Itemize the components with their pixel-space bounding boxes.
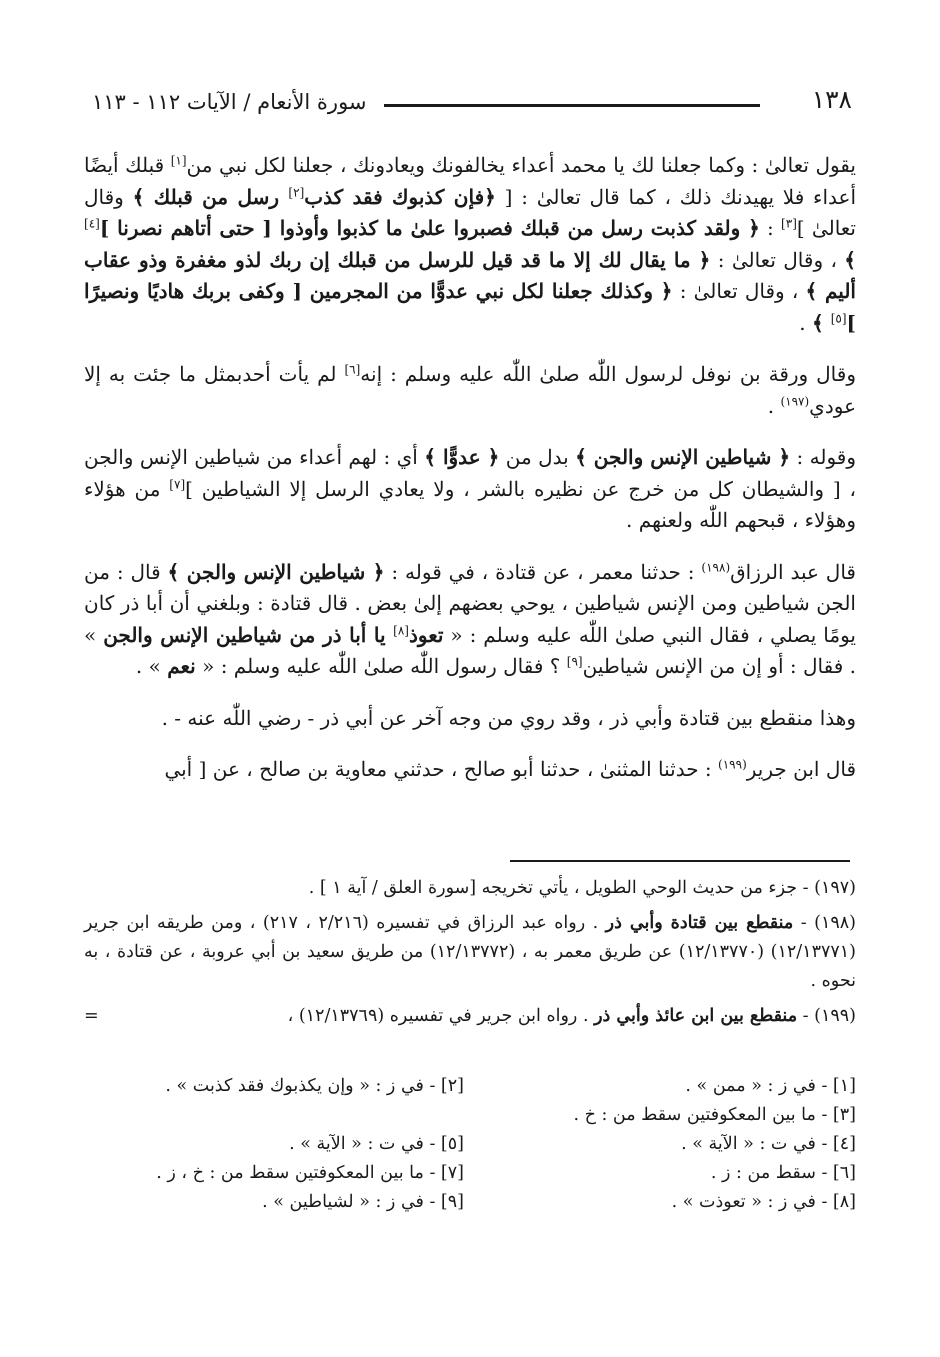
page-header: [92, 82, 852, 122]
main-text: [84, 150, 856, 806]
footnote-199: (١٩٩) - منقطع بين ابن عائذ وأبي ذر . رواه ابن جرير في تفسيره (١٢/١٣٧٦٩) ، =: [84, 1002, 856, 1031]
variant-note: [٦] - سقط من : ز .: [710, 1163, 856, 1183]
footnote-separator: [510, 860, 850, 862]
paragraph-3: وقوله : ﴿ شياطين الإنس والجن ﴾ بدل من ﴿ عدوًّا ﴾ أي : لهم أعداء من شياطين الإنس والجن ، [ والشيطان كل من خرج عن نظيره بالشر ، ولا يعادي الرسل إلا الشياطين ][٧] من هؤلاء وهؤلاء ، قبحهم اللّٰه ولعنهم .: [84, 445, 857, 532]
paragraph-4: قال عبد الرزاق$^{(١٩٨)}$ : حدثنا معمر ، عن قتادة ، في قوله : ﴿ شياطين الإنس والجن ﴾ قال : من الجن شياطين ومن الإنس شياطين ، يوحي بعضهم إلىٰ بعض . قال قتادة : وبلغني أن أبا ذر كان يومًا يصلي ، فقال النبي صلىٰ اللّٰه عليه وسلم : « تعوذ[٨] يا أبا ذر من شياطين الإنس والجن » . فقال : أو إن من الإنس شياطين[٩] ؟ فقال رسول اللّٰه صلىٰ اللّٰه عليه وسلم : « نعم » .: [84, 559, 856, 678]
variant-note: [٥] - في ت : « الآية » .: [289, 1134, 464, 1154]
paragraph-6: قال ابن جرير$^{(١٩٩)}$ : حدثنا المثنىٰ ، حدثنا أبو صالح ، حدثني معاوية بن صالح ، عن [ أبي: [164, 757, 856, 781]
variant-note: [٨] - في ز : « تعوذت » .: [671, 1192, 856, 1212]
variant-note: [١] - في ز : « ممن » .: [685, 1076, 856, 1096]
paragraph-1: يقول تعالىٰ : وكما جعلنا لك يا محمد أعداء يخالفونك ويعادونك ، جعلنا لكل نبي من[١] قبلك أيضًا أعداء فلا يهيدنك ذلك ، كما قال تعالىٰ : [ ﴿فإن كذبوك فقد كذب[٢] رسل من قبلك ﴾ وقال تعالىٰ ][٣] : ﴿ ولقد كذبت رسل من قبلك فصبروا علىٰ ما كذبوا وأوذوا [ حتى أتاهم نصرنا ][٤] ﴾ ، وقال تعالىٰ : ﴿ ما يقال لك إلا ما قد قيل للرسل من قبلك إن ربك لذو مغفرة وذو عقاب أليم ﴾ ، وقال تعالىٰ : ﴿ وكذلك جعلنا لكل نبي عدوًّا من المجرمين [ وكفى بربك هاديًا ونصيرًا ][٥] ﴾ .: [84, 153, 857, 335]
manuscript-variants: [84, 1072, 856, 1242]
variant-note: [٣] - ما بين المعكوفتين سقط من : خ .: [573, 1105, 856, 1125]
variant-note: [٧] - ما بين المعكوفتين سقط من : خ ، ز .: [156, 1163, 464, 1183]
footnotes: [84, 874, 856, 1037]
paragraph-5: وهذا منقطع بين قتادة وأبي ذر ، وقد روي من وجه آخر عن أبي ذر - رضي اللّٰه عنه - .: [161, 705, 856, 730]
variant-note: [٢] - في ز : « وإن يكذبوك فقد كذبت » .: [165, 1076, 464, 1096]
header-rule: [384, 104, 760, 107]
running-title: سورة الأنعام / الآيات ١١٢ - ١١٣: [92, 90, 367, 114]
variants-right-column: [476, 1072, 856, 1217]
page-number: ١٣٨: [811, 85, 852, 114]
footnote-197: (١٩٧) - جزء من حديث الوحي الطويل ، يأتي تخريجه [سورة العلق / آية ١ ] .: [308, 878, 856, 898]
variant-note: [84, 1101, 464, 1130]
variant-note: [٤] - في ت : « الآية » .: [681, 1134, 856, 1154]
variant-note: [٩] - في ز : « لشياطين » .: [262, 1192, 464, 1212]
footnote-198: (١٩٨) - منقطع بين قتادة وأبي ذر . رواه عبد الرزاق في تفسيره (٢/٢١٦ ، ٢١٧) ، ومن طريقه ابن جرير (١٢/١٣٧٧١) (١٢/١٣٧٧٠) عن طريق معمر به ، (١٢/١٣٧٧٢) من طريق سعيد بن أبي عروبة ، عن قتادة ، به نحوه .: [84, 913, 856, 991]
paragraph-2: وقال ورقة بن نوفل لرسول اللّٰه صلىٰ اللّٰه عليه وسلم : إنه[٦] لم يأت أحدبمثل ما جئت به إلا عودي$^{(١٩٧)}$ .: [84, 362, 856, 418]
variants-left-column: [84, 1072, 464, 1217]
continuation-mark: =: [84, 1006, 99, 1026]
